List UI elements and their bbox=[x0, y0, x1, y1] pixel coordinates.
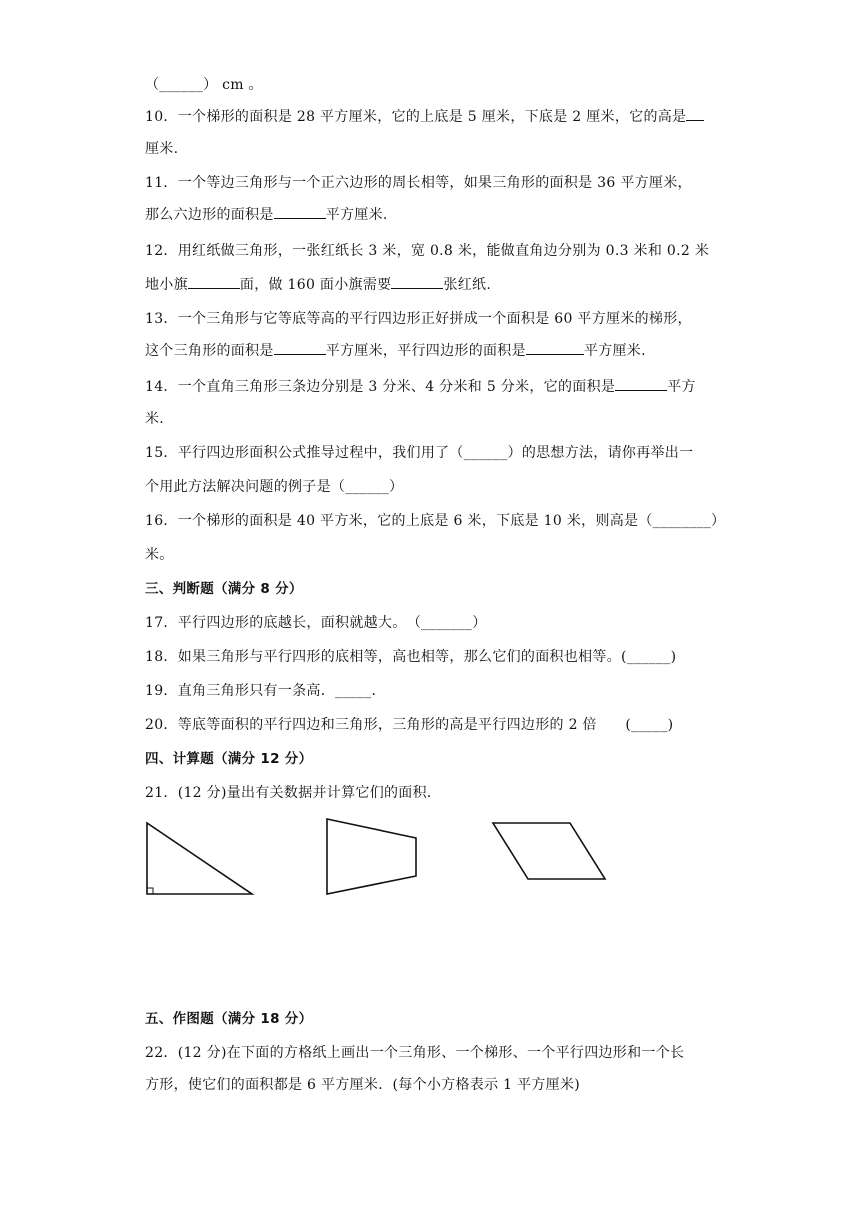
answer-blank[interactable] bbox=[274, 217, 326, 219]
question-14-line-2: 米. bbox=[145, 411, 165, 427]
question-12-line-2 bbox=[145, 276, 720, 294]
answer-blank[interactable] bbox=[391, 287, 443, 289]
question-10-line-2: 厘米. bbox=[145, 141, 179, 157]
trapezoid-figure bbox=[324, 816, 424, 901]
question-15-line-1: 15．平行四边形面积公式推导过程中，我们用了（______）的思想方法，请你再举出一 bbox=[145, 445, 694, 461]
right-triangle-figure bbox=[144, 820, 264, 900]
question-22-line-2: 方形，使它们的面积都是 6 平方厘米．(每个小方格表示 1 平方厘米) bbox=[145, 1077, 581, 1093]
question-10-line-1 bbox=[145, 108, 720, 126]
question-13-line-1: 13．一个三角形与它等底等高的平行四边形正好拼成一个面积是 60 平方厘米的梯形， bbox=[145, 311, 692, 327]
question-12-text-c: 张红纸. bbox=[443, 277, 492, 293]
answer-blank[interactable] bbox=[526, 353, 584, 355]
question-14-text-b: 平方 bbox=[667, 379, 696, 395]
question-17: 17．平行四边形的底越长，面积就越大。 （_______） bbox=[145, 615, 487, 631]
question-11-line-1: 11．一个等边三角形与一个正六边形的周长相等，如果三角形的面积是 36 平方厘米， bbox=[145, 175, 692, 191]
question-13-text-a: 这个三角形的面积是 bbox=[145, 343, 274, 359]
question-12-text-a: 地小旗 bbox=[145, 277, 188, 293]
question-10-text: 10．一个梯形的面积是 28 平方厘米，它的上底是 5 厘米，下底是 2 厘米，它的高是 bbox=[145, 109, 687, 125]
section-3-heading: 三、判断题（满分 8 分） bbox=[145, 581, 303, 597]
question-14-line-1 bbox=[145, 378, 720, 396]
question-13-text-b: 平方厘米，平行四边形的面积是 bbox=[325, 343, 526, 359]
question-19: 19．直角三角形只有一条高．_____． bbox=[145, 683, 386, 699]
section-5-heading: 五、作图题（满分 18 分） bbox=[145, 1011, 313, 1027]
question-14-text-a: 14．一个直角三角形三条边分别是 3 分米、4 分米和 5 分米，它的面积是 bbox=[145, 379, 616, 395]
answer-blank[interactable] bbox=[615, 389, 667, 391]
question-11-text-b: 平方厘米. bbox=[325, 207, 388, 223]
answer-blank-line: （______） cm 。 bbox=[145, 77, 263, 93]
question-11-text-a: 那么六边形的面积是 bbox=[145, 207, 274, 223]
question-11-line-2 bbox=[145, 206, 720, 224]
question-22-line-1: 22．(12 分)在下面的方格纸上画出一个三角形、一个梯形、一个平行四边形和一个长 bbox=[145, 1045, 685, 1061]
answer-blank[interactable] bbox=[274, 353, 326, 355]
question-13-line-2 bbox=[145, 342, 720, 360]
question-12-text-b: 面，做 160 面小旗需要 bbox=[239, 277, 392, 293]
figures-row bbox=[140, 810, 620, 900]
question-20: 20．等底等面积的平行四边和三角形，三角形的高是平行四边形的 2 倍 (_____) bbox=[145, 717, 674, 733]
parallelogram-figure bbox=[490, 820, 610, 890]
question-15-line-2: 个用此方法解决问题的例子是（______） bbox=[145, 479, 404, 495]
question-12-line-1: 12．用红纸做三角形，一张红纸长 3 米，宽 0.8 米，能做直角边分别为 0.3 米和 0.2 米 bbox=[145, 243, 710, 259]
question-16-line-1: 16．一个梯形的面积是 40 平方米，它的上底是 6 米，下底是 10 米，则高是（________） bbox=[145, 513, 726, 529]
question-16-line-2: 米。 bbox=[145, 547, 174, 563]
question-13-text-c: 平方厘米. bbox=[583, 343, 646, 359]
section-4-heading: 四、计算题（满分 12 分） bbox=[145, 751, 313, 767]
answer-blank[interactable] bbox=[188, 287, 240, 289]
answer-blank[interactable] bbox=[686, 119, 704, 121]
question-21: 21．(12 分)量出有关数据并计算它们的面积． bbox=[145, 785, 442, 801]
question-18: 18．如果三角形与平行四形的底相等，高也相等，那么它们的面积也相等。(______) bbox=[145, 649, 677, 665]
